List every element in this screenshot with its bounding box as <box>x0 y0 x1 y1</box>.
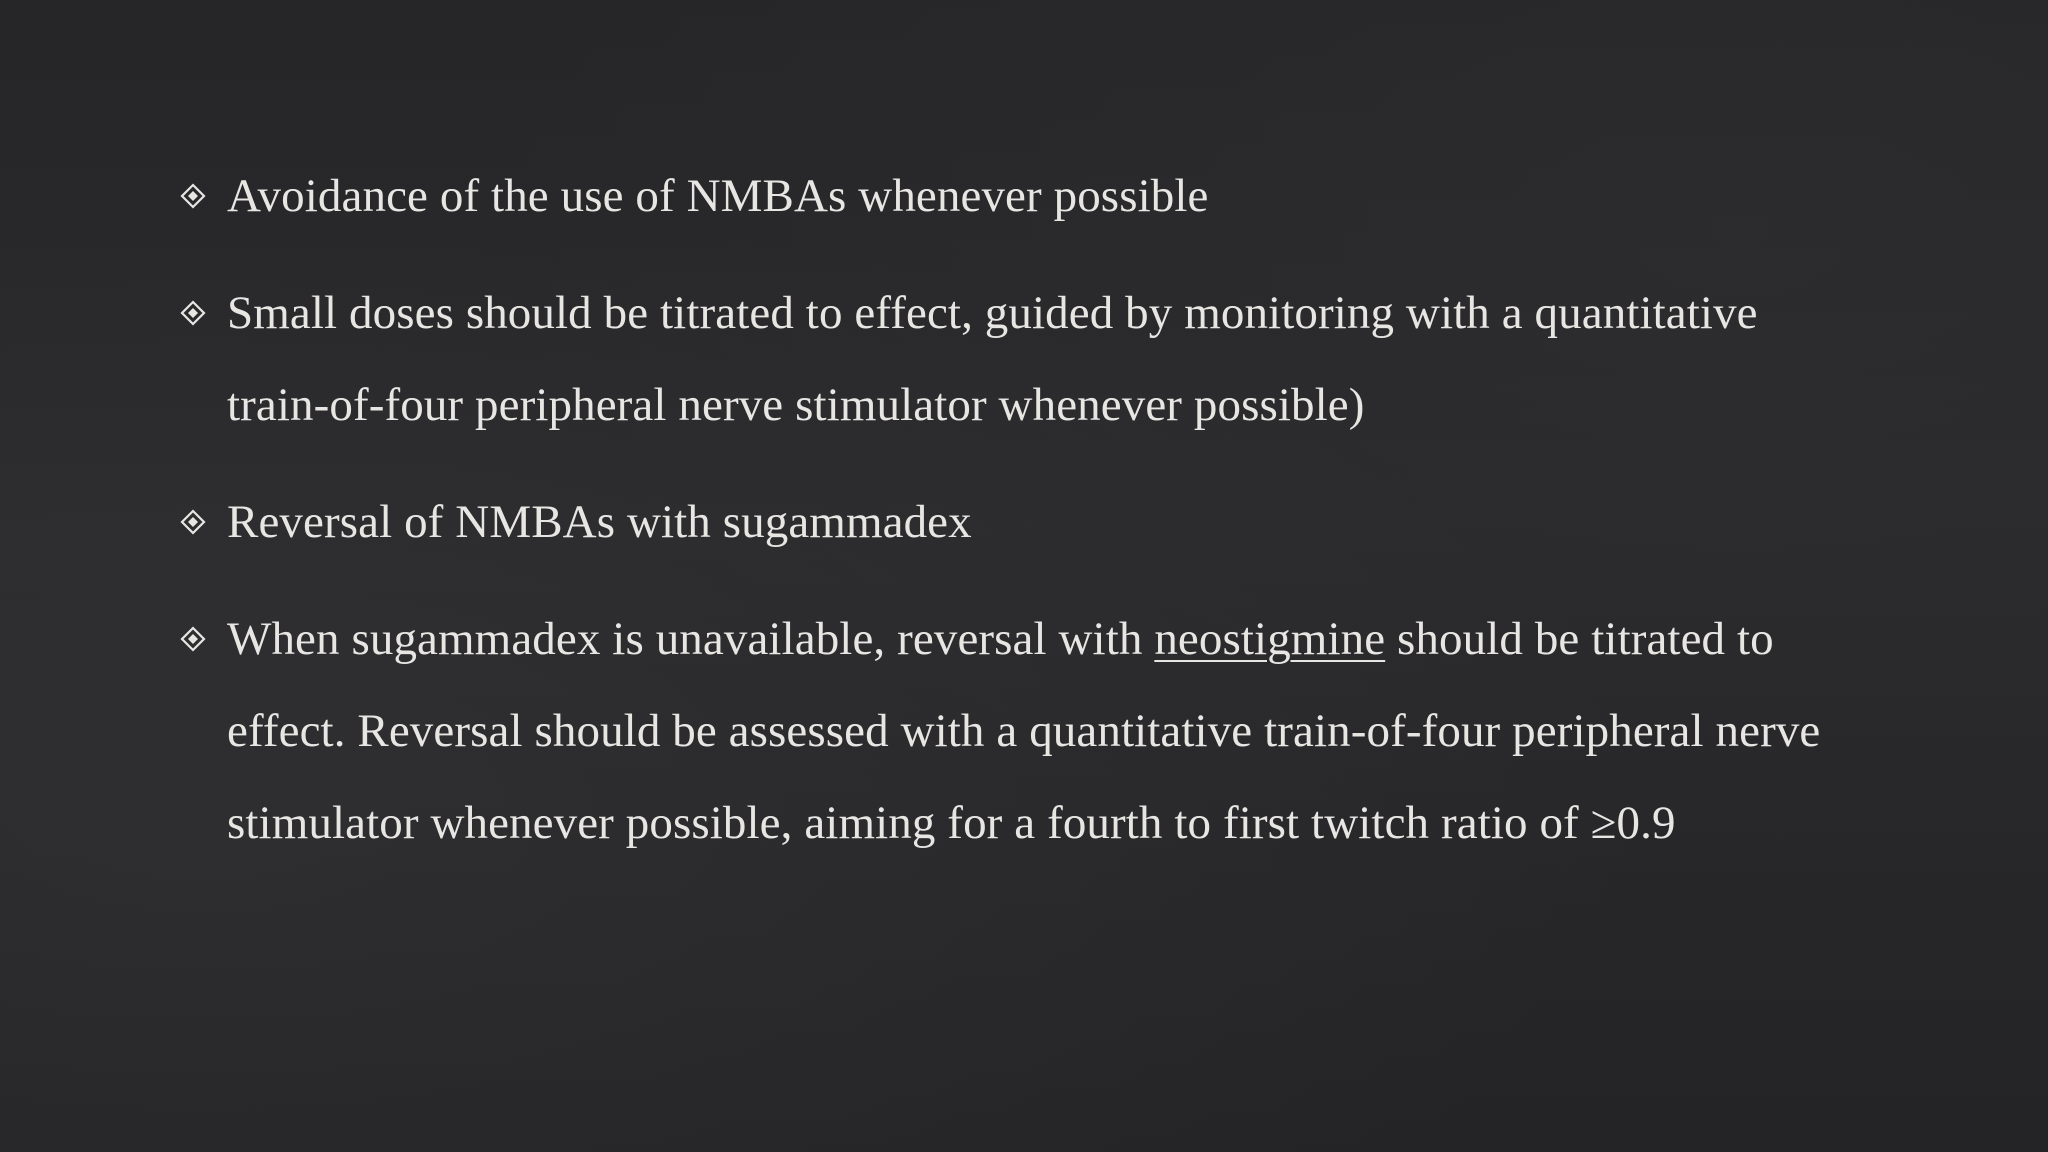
bullet-item <box>175 150 1855 242</box>
neostigmine-link[interactable]: neostigmine <box>1154 613 1386 665</box>
diamond-bullet-icon <box>175 267 211 359</box>
bullet-text: Avoidance of the use of NMBAs whenever possible <box>227 170 1209 222</box>
bullet-text <box>227 593 1855 869</box>
diamond-bullet-icon <box>175 593 211 685</box>
bullet-item <box>175 593 1855 869</box>
bullet-text: Reversal of NMBAs with sugammadex <box>227 496 972 548</box>
bullet-item <box>175 476 1855 568</box>
diamond-bullet-icon <box>175 476 211 568</box>
bullet-text-after-link: should be titrated to effect. Reversal should be assessed with a quantitative train-of-four peripheral nerve stimulator whenever possible, aiming for a fourth to first twitch ratio of ≥0.9 <box>227 613 1821 849</box>
diamond-bullet-icon <box>175 150 211 242</box>
bullet-text-before-link: When sugammadex is unavailable, reversal with <box>227 613 1155 665</box>
bullet-item <box>175 267 1855 451</box>
bullet-list <box>175 150 1855 894</box>
bullet-text: Small doses should be titrated to effect, guided by monitoring with a quantitative train-of-four peripheral nerve stimulator whenever possible) <box>227 287 1758 431</box>
